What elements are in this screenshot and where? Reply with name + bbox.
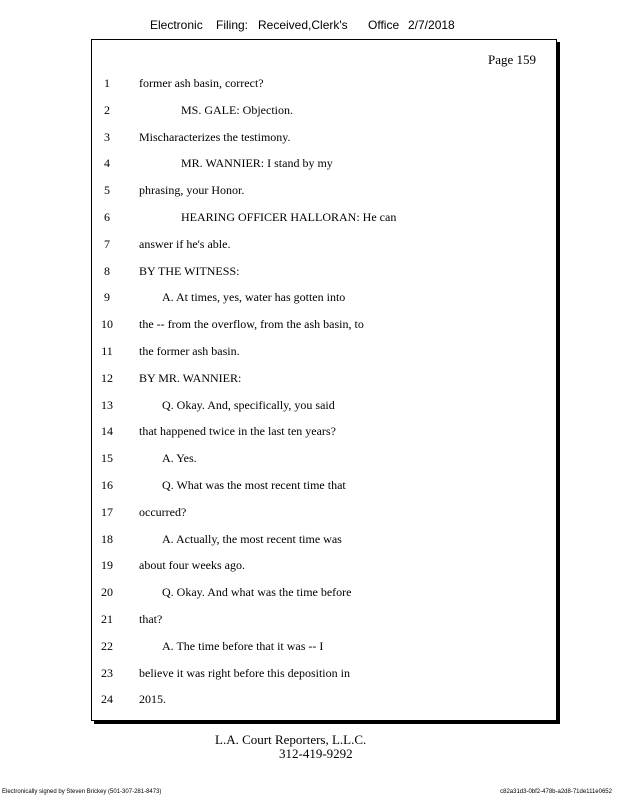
- line-number: 5: [104, 183, 110, 198]
- transcript-line: [92, 529, 556, 549]
- transcript-line: [92, 207, 556, 227]
- line-number: 2: [104, 102, 110, 117]
- transcript-line: [92, 368, 556, 388]
- line-text: A. Yes.: [162, 451, 197, 466]
- transcript-line: [92, 73, 556, 93]
- transcript-line: [92, 261, 556, 281]
- line-number: 18: [101, 531, 113, 546]
- transcript-line: [92, 555, 556, 575]
- line-number: 7: [104, 236, 110, 251]
- filing-date: 2/7/2018: [408, 18, 455, 32]
- transcript-line: [92, 502, 556, 522]
- transcript-page: [91, 39, 557, 721]
- filing-word-filing: Filing:: [216, 18, 249, 32]
- line-number: 19: [101, 558, 113, 573]
- line-number: 21: [101, 612, 113, 626]
- transcript-lines: [92, 40, 556, 720]
- line-text: phrasing, your Honor.: [139, 183, 245, 198]
- line-number: 17: [101, 504, 113, 519]
- transcript-line: [92, 582, 556, 602]
- line-number: 16: [101, 478, 113, 492]
- transcript-line: [92, 100, 556, 120]
- line-text: believe it was right before this deposition in: [139, 665, 350, 680]
- line-text: Q. Okay. And, specifically, you said: [162, 397, 335, 412]
- transcript-line: [92, 609, 556, 629]
- transcript-line: [92, 234, 556, 254]
- filing-word-office: Office: [368, 18, 400, 32]
- line-text: the -- from the overflow, from the ash basin, to: [139, 317, 364, 332]
- transcript-line: [92, 475, 556, 495]
- line-text: answer if he's able.: [139, 236, 231, 251]
- line-number: 6: [104, 210, 110, 224]
- line-number: 11: [101, 344, 113, 358]
- transcript-line: [92, 127, 556, 147]
- filing-word-electronic: Electronic: [150, 18, 203, 32]
- line-text: occurred?: [139, 504, 187, 519]
- line-number: 1: [104, 76, 110, 90]
- line-text: Q. Okay. And what was the time before: [162, 585, 352, 600]
- line-text: HEARING OFFICER HALLORAN: He can: [181, 210, 397, 224]
- transcript-line: [92, 689, 556, 709]
- line-text: A. Actually, the most recent time was: [162, 531, 342, 546]
- transcript-line: [92, 421, 556, 441]
- reporter-phone: 312-419-9292: [279, 746, 353, 761]
- transcript-line: [92, 287, 556, 307]
- transcript-line: [92, 314, 556, 334]
- line-number: 22: [101, 638, 113, 653]
- line-text: BY THE WITNESS:: [139, 263, 240, 278]
- line-text: MR. WANNIER: I stand by my: [181, 156, 333, 171]
- electronic-signature: Electronically signed by Steven Brickey (501-307-281-8473): [2, 789, 162, 795]
- line-text: BY MR. WANNIER:: [139, 370, 242, 385]
- line-text: that?: [139, 612, 163, 626]
- transcript-line: [92, 153, 556, 173]
- filing-word-received: Received,Clerk's: [258, 18, 348, 32]
- transcript-line: [92, 180, 556, 200]
- line-text: the former ash basin.: [139, 344, 240, 358]
- transcript-line: [92, 636, 556, 656]
- transcript-line: [92, 395, 556, 415]
- transcript-line: [92, 341, 556, 361]
- line-number: 14: [101, 424, 113, 439]
- line-text: about four weeks ago.: [139, 558, 245, 573]
- line-text: that happened twice in the last ten years?: [139, 424, 336, 439]
- line-text: A. At times, yes, water has gotten into: [162, 290, 346, 305]
- line-number: 15: [101, 451, 113, 466]
- line-number: 23: [101, 665, 113, 680]
- line-text: former ash basin, correct?: [139, 76, 264, 90]
- line-number: 13: [101, 397, 113, 412]
- transcript-line: [92, 663, 556, 683]
- line-number: 3: [104, 129, 110, 144]
- line-text: Mischaracterizes the testimony.: [139, 129, 291, 144]
- line-number: 12: [101, 370, 113, 385]
- line-text: Q. What was the most recent time that: [162, 478, 346, 492]
- line-number: 9: [104, 290, 110, 305]
- line-number: 10: [101, 317, 113, 332]
- line-number: 20: [101, 585, 113, 600]
- line-number: 8: [104, 263, 110, 278]
- line-text: 2015.: [139, 692, 166, 707]
- line-number: 4: [104, 156, 110, 171]
- reporter-firm: L.A. Court Reporters, L.L.C.: [215, 732, 367, 747]
- line-number: 24: [101, 692, 113, 707]
- page-number: Page 159: [487, 52, 536, 67]
- transcript-line: [92, 448, 556, 468]
- document-hash: c82a31d3-0bf2-478b-a2d8-71de111e0652: [500, 789, 612, 795]
- line-text: A. The time before that it was -- I: [162, 638, 324, 653]
- line-text: MS. GALE: Objection.: [181, 102, 293, 117]
